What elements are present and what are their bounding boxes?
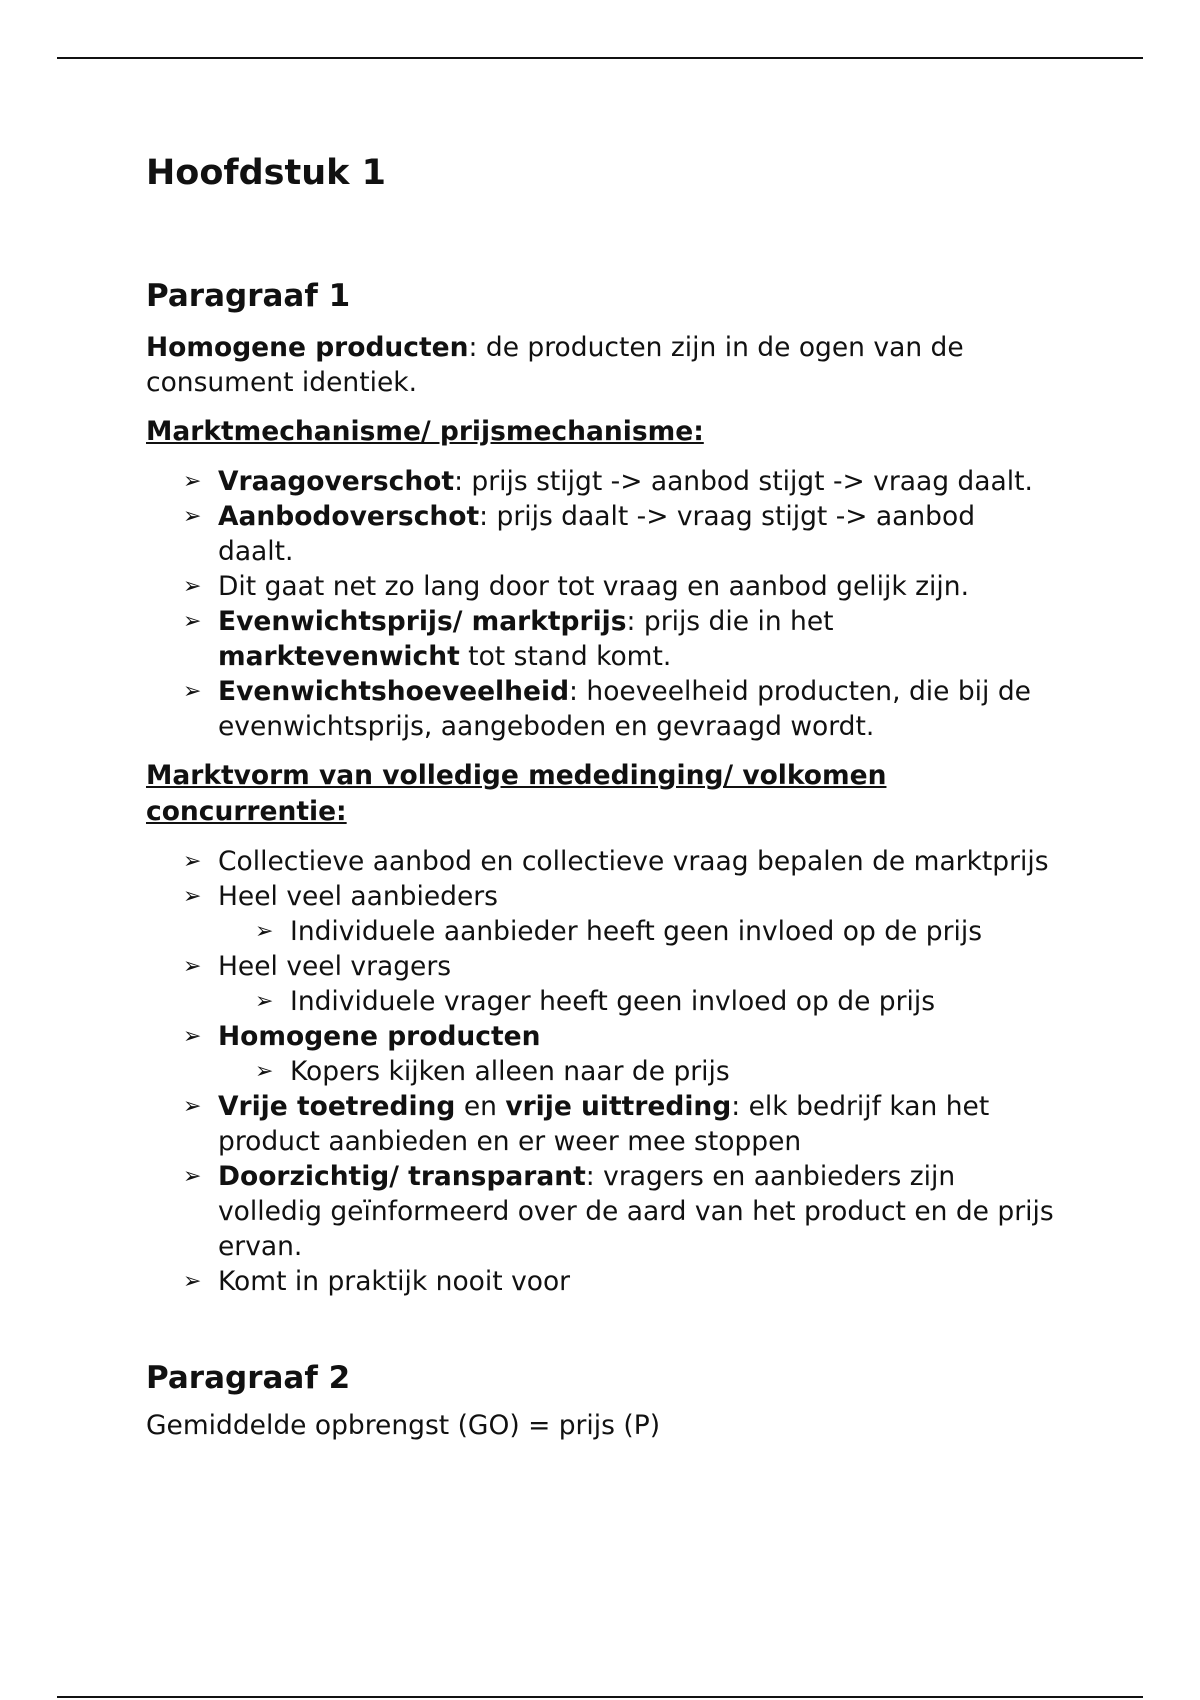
definition-homogene-producten <box>146 330 1056 400</box>
list-item <box>183 1089 1056 1159</box>
list-item-term: Aanbodoverschot <box>218 501 480 532</box>
list-item <box>183 464 1056 499</box>
list-item-text: : elk bedrijf kan het product aanbieden en er weer mee stoppen <box>218 1091 990 1157</box>
subheading-marktvorm: Marktvorm van volledige mededinging/ volkomen concurrentie: <box>146 760 887 827</box>
list-item <box>183 879 1056 914</box>
chapter-heading: Hoofdstuk 1 <box>146 153 386 193</box>
list-item <box>183 1019 1056 1054</box>
arrow-bullet-icon: ➢ <box>255 919 274 944</box>
marktmechanisme-list <box>146 464 1056 744</box>
list-item-text: en <box>455 1091 506 1122</box>
list-item-text: : prijs die in het <box>626 606 834 637</box>
definition-text: : de producten zijn in de ogen van de consument identiek. <box>146 332 964 398</box>
arrow-bullet-icon: ➢ <box>183 884 202 909</box>
document-body <box>146 140 1056 1443</box>
list-item-text: : hoeveelheid producten, die bij de evenwichtsprijs, aangeboden en gevraagd wordt. <box>218 676 1031 742</box>
list-item-text: Kopers kijken alleen naar de prijs <box>290 1056 730 1087</box>
list-item-term: Evenwichtsprijs/ marktprijs <box>218 606 627 637</box>
marktvorm-list <box>146 844 1056 1299</box>
subheading-marktmechanisme: Marktmechanisme/ prijsmechanisme: <box>146 416 704 447</box>
list-item-text: Heel veel aanbieders <box>218 881 498 912</box>
list-item-text: tot stand komt. <box>459 641 672 672</box>
list-item-text: Individuele aanbieder heeft geen invloed op de prijs <box>290 916 983 947</box>
arrow-bullet-icon: ➢ <box>183 574 202 599</box>
list-item <box>183 949 1056 984</box>
arrow-bullet-icon: ➢ <box>183 679 202 704</box>
list-item-term: vrije uittreding <box>505 1091 732 1122</box>
list-item-term: Vraagoverschot <box>218 466 455 497</box>
list-item <box>183 499 1056 569</box>
list-item-text: Heel veel vragers <box>218 951 452 982</box>
list-item-term: Evenwichtshoeveelheid <box>218 676 570 707</box>
list-item-term: Homogene producten <box>218 1021 541 1052</box>
list-item-text: : vragers en aanbieders zijn volledig geïnformeerd over de aard van het product en de prijs ervan. <box>218 1161 1054 1262</box>
arrow-bullet-icon: ➢ <box>183 1094 202 1119</box>
arrow-bullet-icon: ➢ <box>183 504 202 529</box>
arrow-bullet-icon: ➢ <box>183 1024 202 1049</box>
list-item-text: Dit gaat net zo lang door tot vraag en aanbod gelijk zijn. <box>218 571 969 602</box>
section-heading-paragraaf-2: Paragraaf 2 <box>146 1360 351 1396</box>
list-item-term: Doorzichtig/ transparant <box>218 1161 586 1192</box>
top-rule <box>57 57 1143 59</box>
list-item-text: : prijs stijgt -> aanbod stijgt -> vraag daalt. <box>454 466 1033 497</box>
list-item-text: Individuele vrager heeft geen invloed op de prijs <box>290 986 936 1017</box>
list-item <box>183 1264 1056 1299</box>
arrow-bullet-icon: ➢ <box>183 609 202 634</box>
arrow-bullet-icon: ➢ <box>183 849 202 874</box>
formula-gemiddelde-opbrengst: Gemiddelde opbrengst (GO) = prijs (P) <box>146 1410 661 1441</box>
bottom-rule <box>57 1696 1143 1698</box>
list-item <box>183 844 1056 879</box>
arrow-bullet-icon: ➢ <box>255 1059 274 1084</box>
list-item-text: Komt in praktijk nooit voor <box>218 1266 571 1297</box>
sub-list-item <box>255 984 1056 1019</box>
arrow-bullet-icon: ➢ <box>183 1269 202 1294</box>
list-item <box>183 604 1056 674</box>
arrow-bullet-icon: ➢ <box>255 989 274 1014</box>
list-item <box>183 1159 1056 1264</box>
list-item-term: Vrije toetreding <box>218 1091 456 1122</box>
sub-list-item <box>255 1054 1056 1089</box>
arrow-bullet-icon: ➢ <box>183 469 202 494</box>
list-item-text: : prijs daalt -> vraag stijgt -> aanbod daalt. <box>218 501 976 567</box>
arrow-bullet-icon: ➢ <box>183 954 202 979</box>
section-heading-paragraaf-1: Paragraaf 1 <box>146 278 351 314</box>
list-item-text: Collectieve aanbod en collectieve vraag bepalen de marktprijs <box>218 846 1049 877</box>
arrow-bullet-icon: ➢ <box>183 1164 202 1189</box>
definition-term: Homogene producten <box>146 332 469 363</box>
list-item <box>183 674 1056 744</box>
list-item-term: marktevenwicht <box>218 641 460 672</box>
sub-list-item <box>255 914 1056 949</box>
list-item <box>183 569 1056 604</box>
